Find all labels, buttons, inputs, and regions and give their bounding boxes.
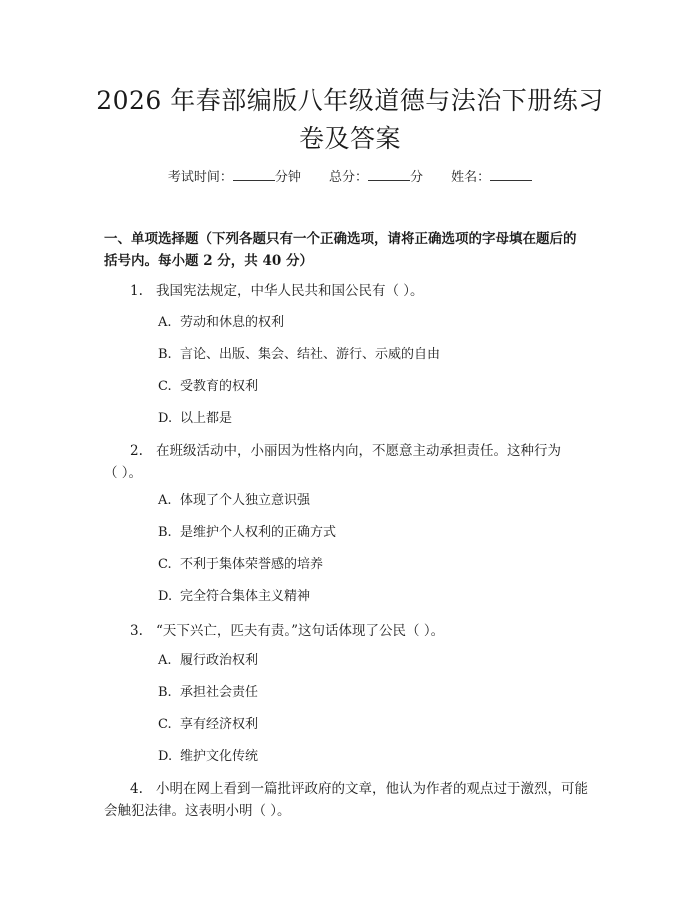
option-letter: C. bbox=[158, 717, 172, 732]
option-text: 不利于集体荣誉感的培养 bbox=[180, 557, 324, 572]
question-2-option-c bbox=[158, 556, 323, 574]
option-letter: B. bbox=[158, 525, 172, 540]
option-text: 以上都是 bbox=[180, 411, 233, 426]
question-2 bbox=[130, 440, 561, 462]
question-1-option-b bbox=[158, 346, 440, 364]
total-score-blank bbox=[368, 168, 410, 181]
option-letter: D. bbox=[158, 411, 173, 426]
question-text-line-2: 会触犯法律。这表明小明（ ）。 bbox=[104, 803, 291, 819]
option-text: 言论、出版、集会、结社、游行、示威的自由 bbox=[180, 347, 441, 362]
option-letter: A. bbox=[158, 315, 172, 330]
exam-time-blank bbox=[233, 168, 275, 181]
question-3-option-c bbox=[158, 716, 258, 734]
question-number: 3. bbox=[130, 623, 143, 639]
question-1-option-a bbox=[158, 314, 284, 332]
section-heading-line-1: 一、单项选择题（下列各题只有一个正确选项，请将正确选项的字母填在题后的 bbox=[104, 231, 577, 247]
total-score-field bbox=[329, 170, 427, 185]
question-3-option-b bbox=[158, 684, 258, 702]
name-label: 姓名： bbox=[451, 170, 491, 185]
question-text-line-1: 在班级活动中，小丽因为性格内向，不愿意主动承担责任。这种行为 bbox=[156, 443, 561, 459]
question-3-option-d bbox=[158, 748, 258, 766]
title-line-1: 2026 年春部编版八年级道德与法治下册练习 bbox=[96, 86, 604, 115]
name-field bbox=[451, 170, 532, 185]
total-score-unit: 分 bbox=[410, 170, 424, 185]
option-letter: C. bbox=[158, 557, 172, 572]
exam-meta bbox=[0, 168, 700, 187]
option-text: 承担社会责任 bbox=[180, 685, 259, 700]
question-3 bbox=[130, 620, 444, 642]
question-4 bbox=[130, 778, 588, 800]
document-title bbox=[80, 82, 620, 158]
option-letter: D. bbox=[158, 749, 173, 764]
exam-time-field bbox=[168, 170, 305, 185]
question-number: 1. bbox=[130, 283, 143, 299]
question-text: “天下兴亡，匹夫有责。”这句话体现了公民（ ）。 bbox=[156, 623, 445, 639]
name-blank bbox=[490, 168, 532, 181]
option-letter: A. bbox=[158, 493, 172, 508]
exam-time-unit: 分钟 bbox=[274, 170, 301, 185]
option-text: 受教育的权利 bbox=[180, 379, 259, 394]
question-2-option-b bbox=[158, 524, 336, 542]
question-1-option-d bbox=[158, 410, 232, 428]
exam-time-label: 考试时间： bbox=[167, 170, 233, 185]
question-2-option-a bbox=[158, 492, 310, 510]
question-number: 4. bbox=[130, 781, 143, 797]
option-text: 维护文化传统 bbox=[180, 749, 259, 764]
question-text: 我国宪法规定，中华人民共和国公民有（ ）。 bbox=[156, 283, 424, 299]
section-heading-line-2: 括号内。每小题 2 分，共 40 分） bbox=[104, 253, 313, 269]
question-4-continuation bbox=[104, 800, 291, 822]
section-heading-single-choice bbox=[104, 228, 604, 272]
option-text: 享有经济权利 bbox=[180, 717, 259, 732]
title-line-2: 卷及答案 bbox=[298, 124, 401, 153]
option-text: 履行政治权利 bbox=[180, 653, 259, 668]
question-2-continuation bbox=[104, 462, 142, 484]
option-text: 是维护个人权利的正确方式 bbox=[180, 525, 337, 540]
question-text-line-2: （ ）。 bbox=[104, 465, 143, 481]
option-letter: A. bbox=[158, 653, 172, 668]
option-letter: B. bbox=[158, 347, 172, 362]
option-text: 体现了个人独立意识强 bbox=[180, 493, 311, 508]
question-3-option-a bbox=[158, 652, 258, 670]
question-1-option-c bbox=[158, 378, 258, 396]
option-letter: B. bbox=[158, 685, 172, 700]
question-2-option-d bbox=[158, 588, 310, 606]
option-letter: C. bbox=[158, 379, 172, 394]
option-letter: D. bbox=[158, 589, 173, 604]
total-score-label: 总分： bbox=[328, 170, 368, 185]
question-text-line-1: 小明在网上看到一篇批评政府的文章，他认为作者的观点过于激烈，可能 bbox=[156, 781, 588, 797]
question-number: 2. bbox=[130, 443, 143, 459]
option-text: 劳动和休息的权利 bbox=[180, 315, 285, 330]
option-text: 完全符合集体主义精神 bbox=[180, 589, 311, 604]
question-1 bbox=[130, 280, 424, 302]
